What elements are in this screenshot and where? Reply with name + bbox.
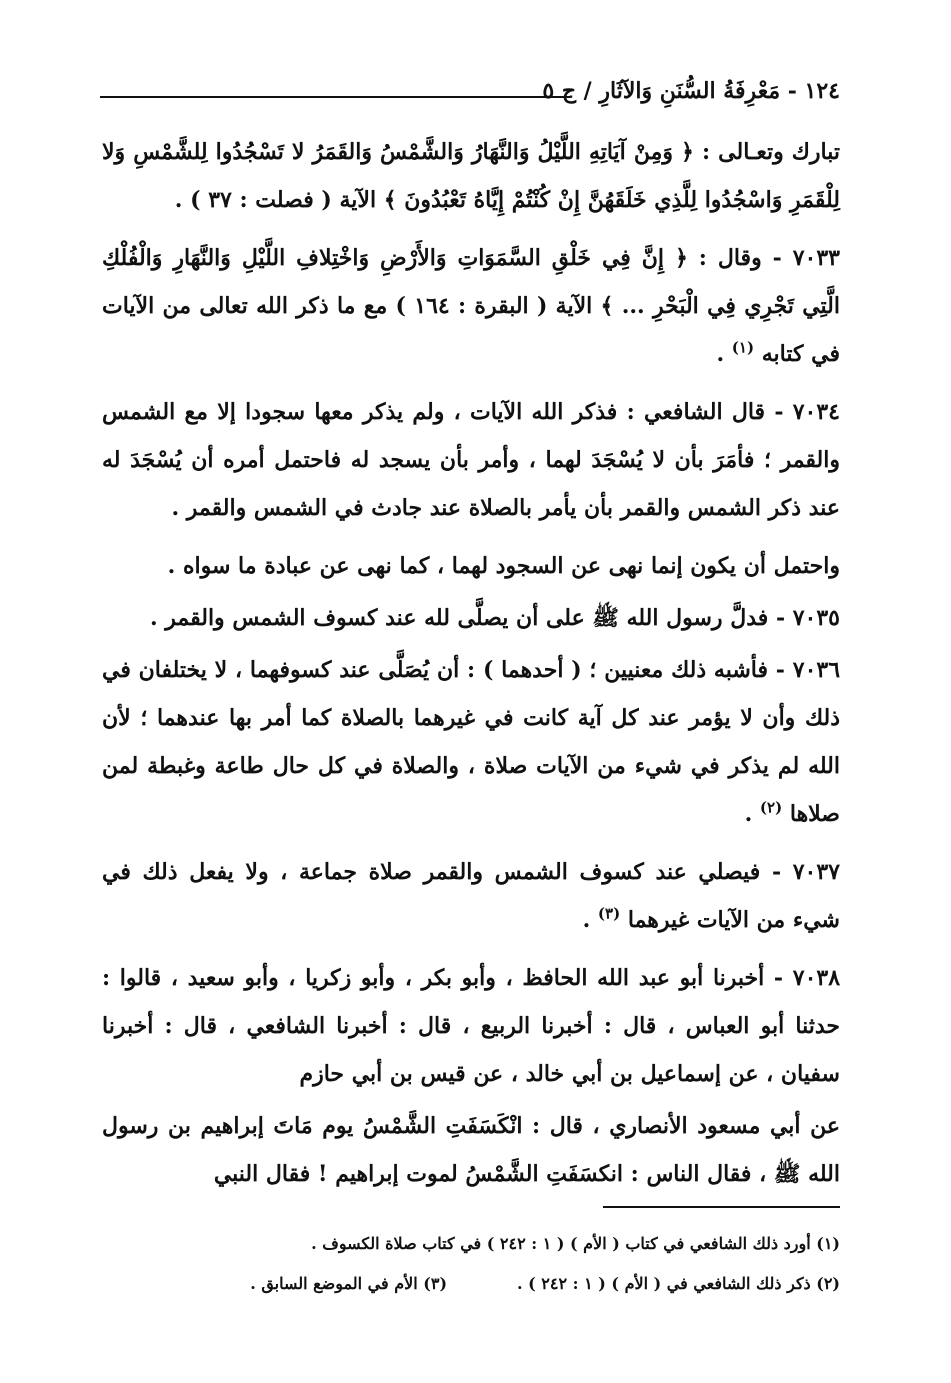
paragraph-7036: ٧٠٣٦ - فأشبه ذلك معنيين ؛ ( أحدهما ) : أن يُصَلَّى عند كسوفهما ، لا يختلفان في ذلك وأن لا يؤمر عند كل آية كانت في غيرهما بالصلاة كما أمر بها عندهما ؛ لأن الله لم يذكر في شيء من الآيات صلاة ، والصلاة في كل حال طاعة وغبطة لمن صلاها $^{(٢)}$ . bbox=[102, 657, 841, 827]
page-title: ١٢٤ - مَعْرِفَةُ السُّنَنِ وَالآثَارِ / ج ٥ bbox=[542, 78, 840, 104]
footnote-ref: (١) bbox=[731, 338, 755, 357]
footnotes bbox=[120, 1224, 840, 1304]
paragraph-continuation bbox=[102, 542, 840, 590]
paragraph-text: فأشبه ذلك معنيين ؛ ( أحدهما ) : أن يُصَلَّى عند كسوفهما ، لا يختلفان في ذلك وأن لا يؤمر عند كل آية كانت في غيرهما بالصلاة كما أمر بها عندهما ؛ لأن الله لم يذكر في شيء من الآيات صلاة ، والصلاة في كل حال طاعة وغبطة لمن صلاها bbox=[102, 657, 840, 827]
hadith-number: ٧٠٣٨ bbox=[792, 965, 841, 991]
paragraph-text: عن أبي مسعود الأنصاري ، قال : انْكَسَفَتِ الشَّمْسُ يوم مَاتَ إبراهيم بن رسول الله ﷺ ، فقال الناس : انكسَفَتِ الشَّمْسُ لموت إبراهيم ! فقال النبي bbox=[102, 1113, 840, 1187]
paragraph-text: قال الشافعي : فذكر الله الآيات ، ولم يذكر معها سجودا إلا مع الشمس والقمر ؛ فأمَرَ بأن لا يُسْجَدَ لهما ، وأمر بأن يسجد له فاحتمل أمره أن يُسْجَدَ له عند ذكر الشمس والقمر بأن يأمر بالصلاة عند جادث في الشمس والقمر . bbox=[102, 399, 840, 521]
hadith-number: ٧٠٣٧ bbox=[792, 859, 840, 885]
paragraph-text: وقال : ﴿ إِنَّ فِي خَلْقِ السَّمَوَاتِ وَالأَرْضِ وَاخْتِلافِ اللَّيْلِ وَالنَّهَارِ وَالْفُلْكِ الَّتِي تَجْرِي فِي الْبَحْرِ ... ﴾ الآية ( البقرة : ١٦٤ ) مع ما ذكر الله تعالى من الآيات في كتابه bbox=[102, 245, 840, 367]
paragraph-text: فدلَّ رسول الله ﷺ على أن يصلَّى لله عند كسوف الشمس والقمر . bbox=[149, 605, 769, 631]
paragraph-intro bbox=[102, 128, 840, 224]
paragraph-7034: ٧٠٣٤ - قال الشافعي : فذكر الله الآيات ، ولم يذكر معها سجودا إلا مع الشمس والقمر ؛ فأمَرَ بأن لا يُسْجَدَ لهما ، وأمر بأن يسجد له فاحتمل أمره أن يُسْجَدَ له عند ذكر الشمس والقمر بأن يأمر بالصلاة عند جادث في الشمس والقمر . bbox=[102, 399, 840, 521]
hadith-number: ٧٠٣٤ bbox=[792, 399, 840, 425]
paragraph-text: فيصلي عند كسوف الشمس والقمر صلاة جماعة ، ولا يفعل ذلك في شيء من الآيات غيرهما bbox=[102, 859, 840, 933]
paragraph-text: تبارك وتعـالى : ﴿ وَمِنْ آيَاتِهِ اللَّيْلُ وَالنَّهَارُ وَالشَّمْسُ وَالقَمَرُ لا تَسْجُدُوا لِلشَّمْسِ وَلا لِلْقَمَرِ وَاسْجُدُوا لِلَّذِي خَلَقَهُنَّ إِنْ كُنْتُمْ إِيَّاهُ تَعْبُدُونَ ﴾ الآية ( فصلت : ٣٧ ) . bbox=[102, 139, 840, 213]
paragraph-7037: ٧٠٣٧ - فيصلي عند كسوف الشمس والقمر صلاة جماعة ، ولا يفعل ذلك في شيء من الآيات غيرهما $^{(٣)}$ . bbox=[102, 859, 840, 933]
footnote-row-2 bbox=[120, 1264, 840, 1304]
paragraph-7038: ٧٠٣٨ - أخبرنا أبو عبد الله الحافظ ، وأبو بكر ، وأبو زكريا ، وأبو سعيد ، قالوا : حدثنا أبو العباس ، قال : أخبرنا الربيع ، قال : أخبرنا الشافعي ، قال : أخبرنا سفيان ، عن إسماعيل بن أبي خالد ، عن قيس بن أبي حازم bbox=[102, 965, 841, 1087]
paragraph-text: واحتمل أن يكون إنما نهى عن السجود لهما ، كما نهى عن عبادة ما سواه . bbox=[167, 553, 840, 579]
hadith-number: ٧٠٣٥ bbox=[792, 605, 840, 631]
header-rule bbox=[100, 96, 570, 98]
page-header bbox=[100, 78, 840, 112]
paragraph-hadith-text bbox=[102, 1102, 840, 1198]
footnote-ref: (٢) bbox=[759, 798, 783, 817]
main-text bbox=[102, 128, 840, 1208]
paragraph-7033: ٧٠٣٣ - وقال : ﴿ إِنَّ فِي خَلْقِ السَّمَوَاتِ وَالأَرْضِ وَاخْتِلافِ اللَّيْلِ وَالنَّهَارِ وَالْفُلْكِ الَّتِي تَجْرِي فِي الْبَحْرِ ... ﴾ الآية ( البقرة : ١٦٤ ) مع ما ذكر الله تعالى من الآيات في كتابه $^{(١)}$ . bbox=[102, 245, 840, 367]
hadith-number: ٧٠٣٦ bbox=[792, 657, 841, 683]
paragraph-7035: ٧٠٣٥ - فدلَّ رسول الله ﷺ على أن يصلَّى لله عند كسوف الشمس والقمر . bbox=[149, 605, 840, 631]
footnote-1: (١) أورد ذلك الشافعي في كتاب ( الأم ) ( ١ : ٢٤٢ ) في كتاب صلاة الكسوف . bbox=[311, 1234, 840, 1253]
paragraph-text: أخبرنا أبو عبد الله الحافظ ، وأبو بكر ، وأبو زكريا ، وأبو سعيد ، قالوا : حدثنا أبو العباس ، قال : أخبرنا الربيع ، قال : أخبرنا الشافعي ، قال : أخبرنا سفيان ، عن إسماعيل بن أبي خالد ، عن قيس بن أبي حازم bbox=[102, 965, 840, 1087]
footnote-rule bbox=[603, 1206, 840, 1208]
footnote-3: (٣) الأم في الموضع السابق . bbox=[250, 1274, 448, 1293]
footnote-ref: (٣) bbox=[597, 904, 621, 923]
hadith-number: ٧٠٣٣ bbox=[792, 245, 840, 271]
footnote-2: (٢) ذكر ذلك الشافعي في ( الأم ) ( ١ : ٢٤٢ ) . bbox=[517, 1274, 840, 1293]
